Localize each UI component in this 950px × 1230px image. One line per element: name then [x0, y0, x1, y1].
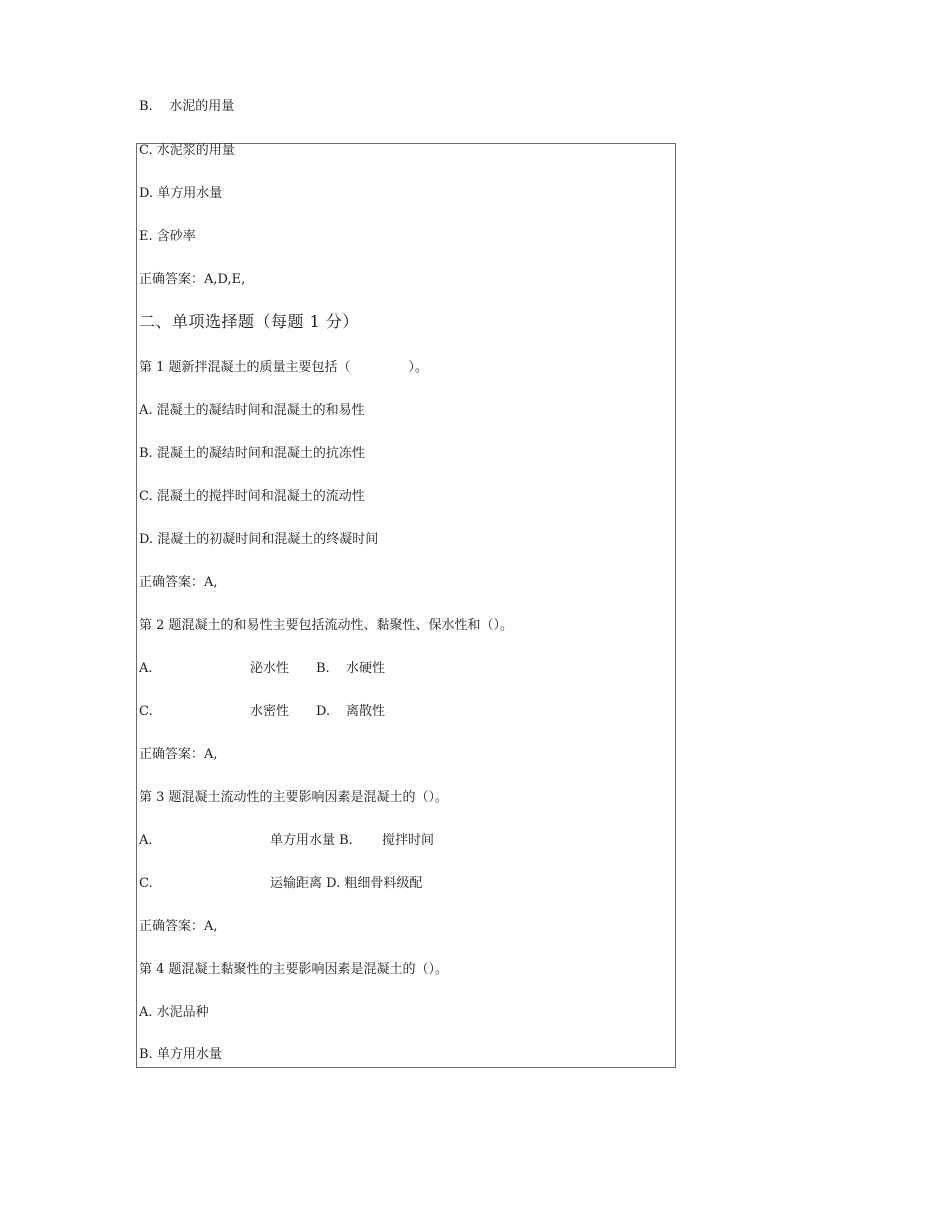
q3-option-b: 搅拌时间	[382, 833, 435, 848]
q3-label-a: A.	[139, 833, 153, 848]
q1-option-c: C. 混凝土的搅拌时间和混凝土的流动性	[139, 489, 365, 504]
q2-label-b: B.	[316, 661, 330, 676]
q4-option-b: B. 单方用水量	[139, 1047, 222, 1062]
q1-answer: 正确答案：A,	[139, 575, 218, 590]
q3-options-row-1	[139, 832, 679, 850]
q2-options-row-1	[139, 660, 679, 678]
q2-option-b: 水硬性	[346, 661, 386, 676]
q2-option-d: 离散性	[346, 704, 386, 719]
q2-label-c: C.	[139, 704, 153, 719]
q1-stem: 第 1 题新拌混凝土的质量主要包括（ ）。	[139, 360, 428, 375]
q3-option-a-b: 单方用水量 B.	[270, 833, 353, 848]
q3-answer: 正确答案：A,	[139, 919, 218, 934]
q2-stem: 第 2 题混凝土的和易性主要包括流动性、黏聚性、保水性和（）。	[139, 618, 514, 633]
option-c-cement-paste: C. 水泥浆的用量	[139, 143, 235, 158]
q3-stem: 第 3 题混凝土流动性的主要影响因素是混凝土的（）。	[139, 790, 449, 805]
q4-stem: 第 4 题混凝土黏聚性的主要影响因素是混凝土的（）。	[139, 962, 449, 977]
option-b-cement-amount: B. 水泥的用量	[139, 99, 235, 114]
option-e-sand-ratio: E. 含砂率	[139, 229, 196, 244]
q1-option-a: A. 混凝土的凝结时间和混凝土的和易性	[139, 403, 365, 418]
q3-label-c: C.	[139, 876, 153, 891]
q2-answer: 正确答案：A,	[139, 747, 218, 762]
q1-option-b: B. 混凝土的凝结时间和混凝土的抗冻性	[139, 446, 365, 461]
q2-options-row-2	[139, 703, 679, 721]
q2-option-c: 水密性	[250, 704, 290, 719]
section-heading: 二、单项选择题（每题 1 分）	[139, 312, 359, 331]
option-d-water-per-unit: D. 单方用水量	[139, 186, 223, 201]
q2-option-a: 泌水性	[250, 661, 290, 676]
answer-multi: 正确答案：A,D,E,	[139, 272, 246, 287]
q2-label-a: A.	[139, 661, 153, 676]
q1-option-d: D. 混凝土的初凝时间和混凝土的终凝时间	[139, 532, 379, 547]
q3-options-row-2	[139, 875, 679, 893]
q4-option-a: A. 水泥品种	[139, 1005, 209, 1020]
q2-label-d: D.	[316, 704, 331, 719]
q3-option-c-d: 运输距离 D. 粗细骨料级配	[270, 876, 423, 891]
